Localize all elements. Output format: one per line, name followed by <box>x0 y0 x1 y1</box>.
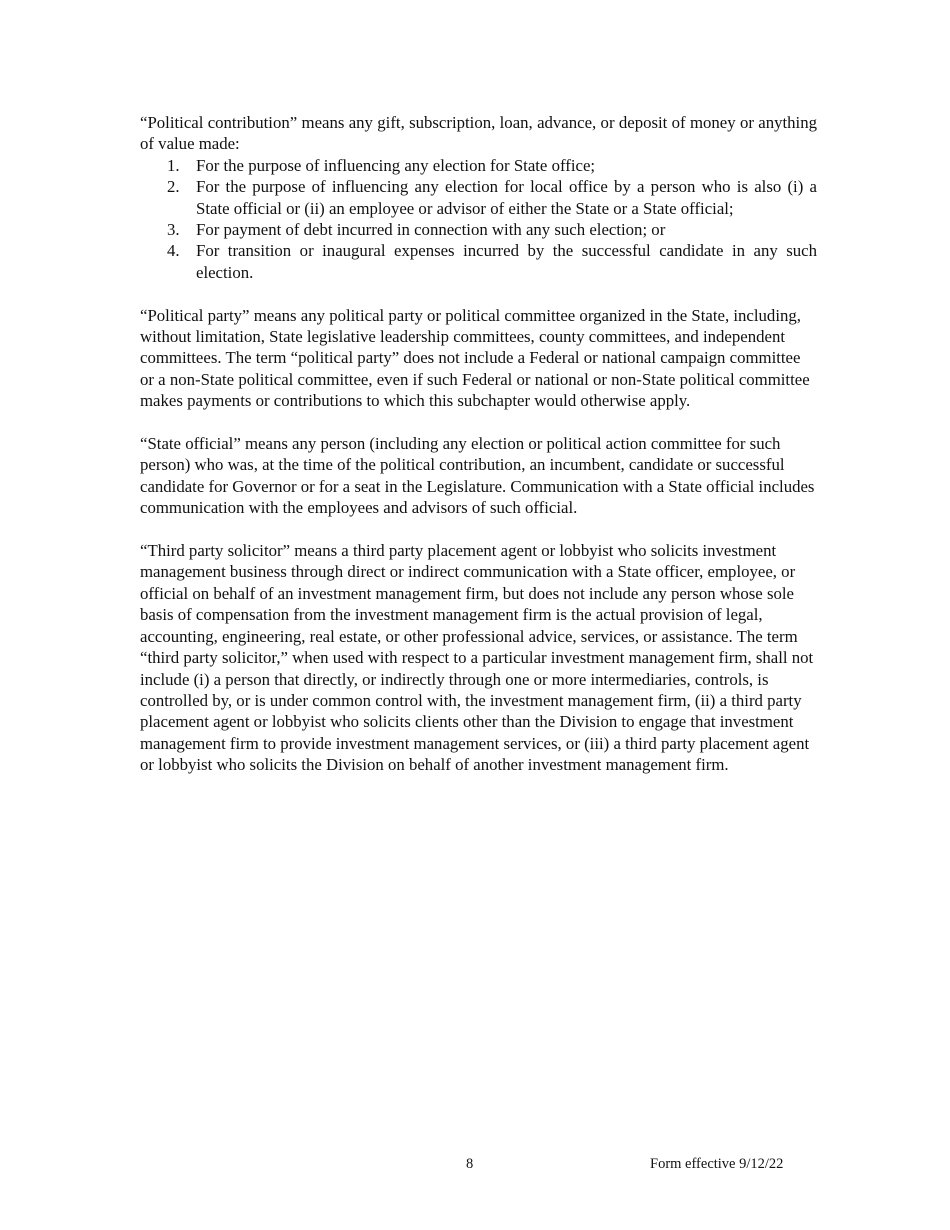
political-party-definition: “Political party” means any political party or political committee organized in the State, including, without limitation, State legislative leadership committees, county committees, and independent committees. The term “political party” does not include a Federal or national campaign committee or a non-State political committee, even if such Federal or national or non-State political committee makes payments or contributions to which this subchapter would otherwise apply. <box>140 305 810 411</box>
paragraph-spacer <box>140 519 817 540</box>
list-item-number: 2. <box>167 177 180 197</box>
form-effective-date: Form effective 9/12/22 <box>650 1156 784 1172</box>
list-item-number: 4. <box>167 241 180 261</box>
list-item-number: 1. <box>167 155 180 175</box>
political-contribution-intro: “Political contribution” means any gift, subscription, loan, advance, or deposit of money or anything of value made: <box>140 113 817 154</box>
third-party-solicitor-definition: “Third party solicitor” means a third party placement agent or lobbyist who solicits investment management business through direct or indirect communication with a State officer, employee, or official on behalf of an investment management firm, but does not include any person whose sole basis of compensation from the investment management firm is the actual provision of legal, accounting, engineering, real estate, or other professional advice, services, or assistance. The term “third party solicitor,” when used with respect to a particular investment management firm, shall not include (i) a person that directly, or indirectly through one or more intermediaries, controls, is controlled by, or is under common control with, the investment management firm, (ii) a third party placement agent or lobbyist who solicits clients other than the Division to engage that investment management firm to provide investment management services, or (iii) a third party placement agent or lobbyist who solicits the Division on behalf of another investment management firm. <box>140 541 814 775</box>
page-number: 8 <box>466 1156 474 1172</box>
list-item-number: 3. <box>167 220 180 240</box>
list-item <box>140 219 817 240</box>
list-item <box>140 240 817 283</box>
list-item <box>140 155 817 176</box>
political-contribution-list <box>140 155 817 283</box>
list-item-text: For the purpose of influencing any election for local office by a person who is also (i) a State official or (ii) an employee or advisor of either the State or a State official; <box>196 177 817 218</box>
paragraph-spacer <box>140 412 817 433</box>
document-body <box>140 112 817 776</box>
list-item <box>140 176 817 219</box>
list-item-text: For transition or inaugural expenses incurred by the successful candidate in any such election. <box>196 241 817 282</box>
paragraph-spacer <box>140 283 817 304</box>
state-official-definition: “State official” means any person (including any election or political action committee for such person) who was, at the time of the political contribution, an incumbent, candidate or successful candidate for Governor or for a seat in the Legislature. Communication with a State official includes communication with the employees and advisors of such official. <box>140 434 815 518</box>
list-item-text: For payment of debt incurred in connection with any such election; or <box>196 220 666 240</box>
list-item-text: For the purpose of influencing any election for State office; <box>196 155 596 175</box>
